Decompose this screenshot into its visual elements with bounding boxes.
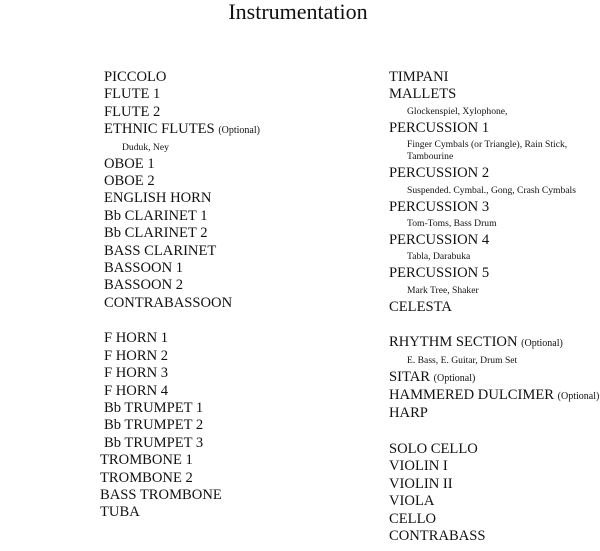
optional-note: (Optional)	[433, 372, 476, 384]
instrument-bassoon-1: BASSOON 1	[104, 260, 184, 277]
instrument-rhythm-section	[389, 334, 597, 352]
instrument-bassoon-2: BASSOON 2	[104, 277, 184, 294]
instrument-bass-trombone: BASS TROMBONE	[100, 486, 222, 503]
instrument-detail: Tabla, Darabuka	[407, 251, 471, 263]
optional-note: (Optional)	[218, 125, 260, 137]
instrument-label: SITAR	[389, 368, 430, 385]
instrument-trumpet-1: Bb TRUMPET 1	[104, 399, 204, 416]
instrument-hammered-dulcimer	[389, 387, 600, 405]
instrument-detail: Finger Cymbals (or Triangle), Rain Stick, Tambourine	[407, 139, 568, 163]
instrument-cello: CELLO	[389, 510, 437, 527]
instrument-ethnic-flutes	[104, 121, 364, 139]
instrument-label: RHYTHM SECTION	[389, 334, 518, 351]
instrument-violin-2: VIOLIN II	[389, 475, 453, 492]
instrument-viola: VIOLA	[389, 493, 435, 510]
instrument-solo-cello: SOLO CELLO	[389, 440, 478, 457]
instrument-clarinet-2: Bb CLARINET 2	[104, 225, 208, 242]
instrument-detail: Tom-Toms, Bass Drum	[407, 218, 497, 230]
instrument-detail: Glockenspiel, Xylophone,	[407, 105, 508, 117]
instrument-trombone-2: TROMBONE 2	[100, 469, 193, 486]
instrument-horn-3: F HORN 3	[104, 365, 169, 382]
instrument-percussion-4: PERCUSSION 4	[389, 232, 490, 249]
section-gap	[104, 312, 364, 330]
instrument-timpani: TIMPANI	[389, 69, 449, 85]
optional-note: (Optional)	[521, 338, 563, 350]
optional-note: (Optional)	[557, 391, 600, 403]
instrument-harp: HARP	[389, 405, 428, 422]
section-gap	[389, 316, 597, 334]
instrument-trumpet-3: Bb TRUMPET 3	[104, 434, 204, 451]
instrument-percussion-1: PERCUSSION 1	[389, 119, 490, 136]
instrument-oboe-1: OBOE 1	[104, 155, 155, 172]
instrument-percussion-5: PERCUSSION 5	[389, 265, 490, 282]
instrument-contrabassoon: CONTRABASSOON	[104, 294, 233, 311]
instrument-sitar	[389, 369, 597, 387]
instrument-english-horn: ENGLISH HORN	[104, 190, 212, 207]
instrument-percussion-3: PERCUSSION 3	[389, 198, 490, 215]
instrument-mallets: MALLETS	[389, 86, 457, 103]
instrument-label: HAMMERED DULCIMER	[389, 387, 554, 404]
instrument-clarinet-1: Bb CLARINET 1	[104, 207, 208, 224]
instrument-detail: Duduk, Ney	[122, 141, 169, 153]
instrument-percussion-2: PERCUSSION 2	[389, 165, 490, 182]
instrument-contrabass: CONTRABASS	[389, 527, 486, 544]
instrument-trombone-1: TROMBONE 1	[100, 452, 193, 469]
section-gap	[389, 423, 597, 441]
instrument-horn-1: F HORN 1	[104, 330, 169, 347]
instrument-horn-2: F HORN 2	[104, 347, 169, 364]
instrument-celesta: CELESTA	[389, 298, 452, 315]
instrument-detail: Suspended. Cymbal., Gong, Crash Cymbals	[407, 184, 576, 196]
instrument-violin-1: VIOLIN I	[389, 458, 448, 475]
instrument-label: ETHNIC FLUTES	[104, 121, 215, 138]
instrument-detail: Mark Tree, Shaker	[407, 284, 479, 296]
page-title: Instrumentation	[228, 0, 368, 24]
instrument-piccolo: PICCOLO	[104, 69, 167, 85]
instrument-trumpet-2: Bb TRUMPET 2	[104, 417, 204, 434]
instrument-detail: E. Bass, E. Guitar, Drum Set	[407, 354, 518, 366]
instrument-tuba: TUBA	[100, 504, 140, 521]
instrument-bass-clarinet: BASS CLARINET	[104, 242, 217, 259]
instrument-oboe-2: OBOE 2	[104, 173, 155, 190]
instrument-flute-2: FLUTE 2	[104, 103, 161, 120]
right-column	[389, 69, 600, 545]
instrument-horn-4: F HORN 4	[104, 382, 169, 399]
instrument-flute-1: FLUTE 1	[104, 86, 161, 103]
left-column	[100, 69, 364, 522]
